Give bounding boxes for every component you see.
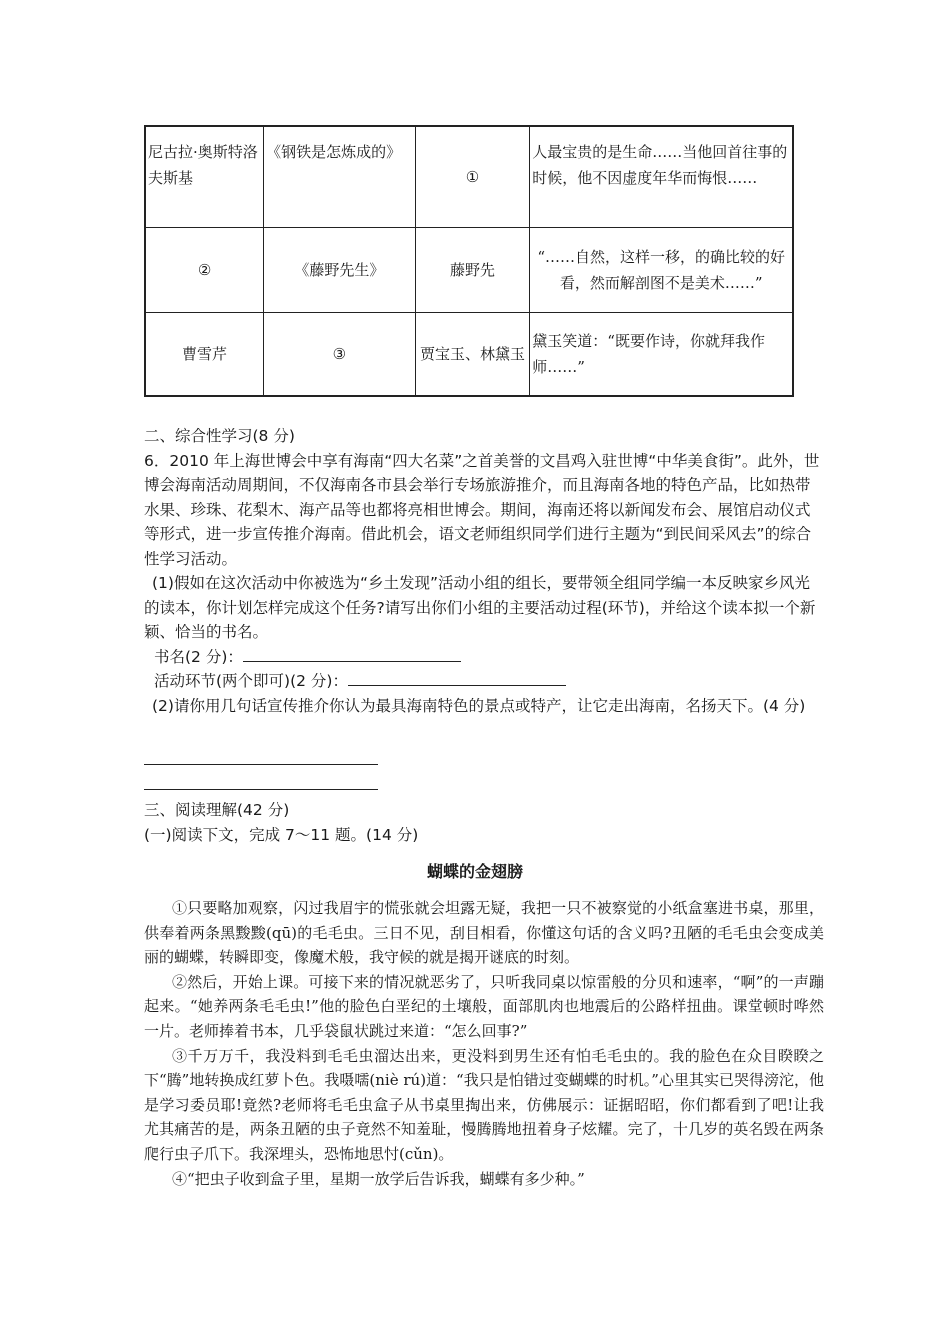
question-6-part-2: (2)请你用几句话宣传推介你认为最具海南特色的景点或特产，让它走出海南，名扬天下。(4 分) [152,696,806,715]
article-paragraph: ④“把虫子收到盒子里，星期一放学后告诉我，蝴蝶有多少种。” [172,1169,585,1188]
article-paragraph: ②然后，开始上课。可接下来的情况就恶劣了，只听我同桌以惊雷般的分贝和速率，“啊”的一声蹦起来。“她养两条毛毛虫!”他的脸色白垩纪的土壤般，面部肌肉也地震后的公路样扭曲。课堂顿时哗然一片。老师捧着书本，几乎袋鼠状跳过来道：“怎么回事?” [144,972,824,1040]
table-cell: 人最宝贵的是生命……当他回首往事的时候，他不因虚度年华而悔恨…… [530,126,793,227]
section-instruction: (一)阅读下文，完成 7～11 题。(14 分) [144,825,419,844]
article-title: 蝴蝶的金翅膀 [426,862,523,881]
question-6-part-1: (1)假如在这次活动中你被选为“乡土发现”活动小组的组长，要带领全组同学编一本反映家乡风光的读本，你计划怎样完成这个任务?请写出你们小组的主要活动过程(环节)，并给这个读本拟一个新颖、恰当的书名。 [144,574,816,641]
table-cell: 黛玉笑道：“既要作诗，你就拜我作师……” [530,312,793,396]
section-3 [144,798,824,847]
book-name-label: 书名(2 分)： [154,647,243,666]
book-name-line [144,645,824,670]
table-cell: ① [415,126,530,227]
table-cell: 《钢铁是怎炼成的》 [264,126,416,227]
activity-steps-line [144,669,824,694]
table-cell: 曹雪芹 [145,312,264,396]
answer-line[interactable] [144,764,378,765]
book-name-blank[interactable] [243,645,461,662]
table-cell: 《藤野先生》 [264,227,416,312]
table-cell: 藤野先 [415,227,530,312]
answer-line[interactable] [144,789,378,790]
literature-table [144,125,794,397]
activity-steps-label: 活动环节(两个即可)(2 分)： [154,672,348,690]
article-paragraph: ①只要略加观察，闪过我眉宇的慌张就会坦露无疑，我把一只不被察觉的小纸盒塞进书桌，那里，供奉着两条黑黢黢(qū)的毛毛虫。三日不见，刮目相看，你懂这句话的含义吗?丑陋的毛毛虫会变成美丽的蝴蝶，转瞬即变，像魔术般，我守候的就是揭开谜底的时刻。 [144,899,824,967]
section-heading: 二、综合性学习(8 分) [144,427,295,445]
table-cell: ③ [264,312,416,396]
section-heading: 三、阅读理解(42 分) [144,801,290,819]
table-row [145,312,793,396]
table-row [145,126,793,227]
article-body [144,896,824,1191]
table-row [145,227,793,312]
table-cell: “……自然，这样一移，的确比较的好看，然而解剖图不是美术……” [530,227,793,312]
article-paragraph: ③千万万千，我没料到毛毛虫溜达出来，更没料到男生还有怕毛毛虫的。我的脸色在众目睽睽之下“腾”地转换成红萝卜色。我嗫嚅(niè rú)道：“我只是怕错过变蝴蝶的时机。”心里其实已哭得滂沱，他是学习委员耶!竟然?老师将毛毛虫盒子从书桌里掏出来，仿佛展示：证据昭昭，你们都看到了吧!让我尤其痛苦的是，两条丑陋的虫子竟然不知羞耻，慢腾腾地扭着身子炫耀。完了，十几岁的英名毁在两条爬行虫子爪下。我深埋头，恐怖地思忖(cǔn)。 [144,1046,824,1163]
question-6: 6．2010 年上海世博会中享有海南“四大名菜”之首美誉的文昌鸡入驻世博“中华美食街”。此外，世博会海南活动周期间，不仅海南各市县会举行专场旅游推介，而且海南各地的特色产品，比如热带水果、珍珠、花梨木、海产品等也都将亮相世博会。期间，海南还将以新闻发布会、展馆启动仪式等形式，进一步宣传推介海南。借此机会，语文老师组织同学们进行主题为“到民间采风去”的综合性学习活动。 [144,451,820,568]
section-2 [144,424,824,718]
table-cell: 尼古拉·奥斯特洛夫斯基 [145,126,264,227]
table-cell: 贾宝玉、林黛玉 [415,312,530,396]
activity-steps-blank[interactable] [348,669,566,686]
table-cell: ② [145,227,264,312]
